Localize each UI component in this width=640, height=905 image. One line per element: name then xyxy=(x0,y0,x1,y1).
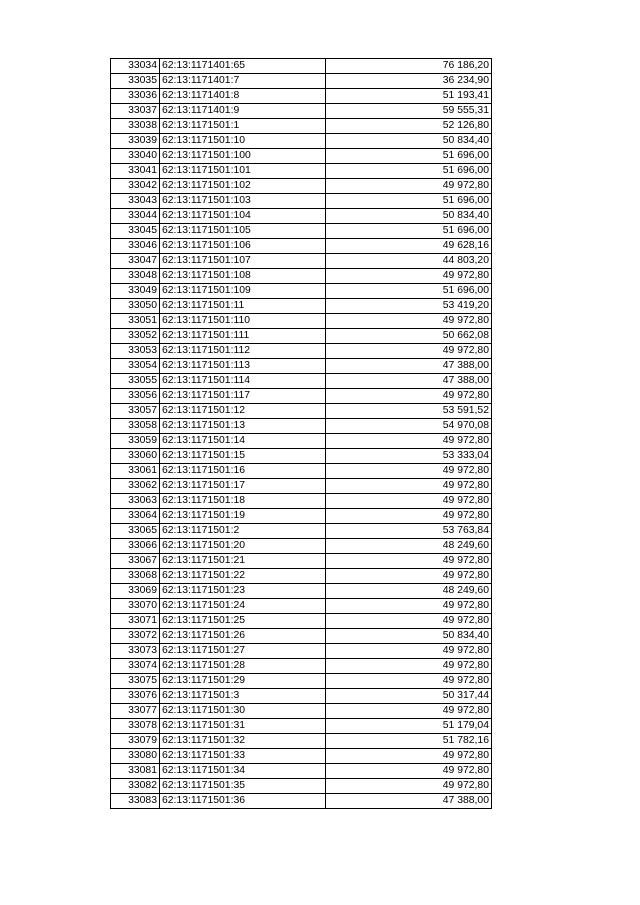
row-number-cell: 33081 xyxy=(111,764,160,779)
cadastral-number-cell: 62:13:1171501:12 xyxy=(160,404,326,419)
value-cell: 51 696,00 xyxy=(326,284,492,299)
cadastral-number-cell: 62:13:1171501:13 xyxy=(160,419,326,434)
value-cell: 50 317,44 xyxy=(326,689,492,704)
row-number-cell: 33056 xyxy=(111,389,160,404)
row-number-cell: 33078 xyxy=(111,719,160,734)
table-row xyxy=(111,434,492,449)
row-number-cell: 33057 xyxy=(111,404,160,419)
cadastral-number-cell: 62:13:1171501:102 xyxy=(160,179,326,194)
row-number-cell: 33069 xyxy=(111,584,160,599)
row-number-cell: 33070 xyxy=(111,599,160,614)
value-cell: 48 249,60 xyxy=(326,584,492,599)
row-number-cell: 33064 xyxy=(111,509,160,524)
row-number-cell: 33041 xyxy=(111,164,160,179)
cadastral-number-cell: 62:13:1171501:107 xyxy=(160,254,326,269)
table-row xyxy=(111,644,492,659)
row-number-cell: 33076 xyxy=(111,689,160,704)
cadastral-number-cell: 62:13:1171501:10 xyxy=(160,134,326,149)
cadastral-number-cell: 62:13:1171501:29 xyxy=(160,674,326,689)
value-cell: 49 972,80 xyxy=(326,179,492,194)
cadastral-number-cell: 62:13:1171501:21 xyxy=(160,554,326,569)
table-row xyxy=(111,299,492,314)
value-cell: 51 179,04 xyxy=(326,719,492,734)
cadastral-number-cell: 62:13:1171501:3 xyxy=(160,689,326,704)
row-number-cell: 33035 xyxy=(111,74,160,89)
value-cell: 47 388,00 xyxy=(326,359,492,374)
table-row xyxy=(111,329,492,344)
cadastral-number-cell: 62:13:1171501:34 xyxy=(160,764,326,779)
row-number-cell: 33075 xyxy=(111,674,160,689)
cadastral-number-cell: 62:13:1171501:26 xyxy=(160,629,326,644)
table-row xyxy=(111,419,492,434)
row-number-cell: 33044 xyxy=(111,209,160,224)
row-number-cell: 33082 xyxy=(111,779,160,794)
value-cell: 49 972,80 xyxy=(326,704,492,719)
table-body xyxy=(111,59,492,809)
row-number-cell: 33083 xyxy=(111,794,160,809)
table-row xyxy=(111,224,492,239)
table-row xyxy=(111,764,492,779)
row-number-cell: 33068 xyxy=(111,569,160,584)
row-number-cell: 33036 xyxy=(111,89,160,104)
table-row xyxy=(111,734,492,749)
cadastral-number-cell: 62:13:1171501:31 xyxy=(160,719,326,734)
row-number-cell: 33037 xyxy=(111,104,160,119)
row-number-cell: 33046 xyxy=(111,239,160,254)
cadastral-number-cell: 62:13:1171501:27 xyxy=(160,644,326,659)
table-row xyxy=(111,359,492,374)
row-number-cell: 33062 xyxy=(111,479,160,494)
value-cell: 44 803,20 xyxy=(326,254,492,269)
value-cell: 52 126,80 xyxy=(326,119,492,134)
cadastral-number-cell: 62:13:1171501:101 xyxy=(160,164,326,179)
value-cell: 50 662,08 xyxy=(326,329,492,344)
table-row xyxy=(111,269,492,284)
cadastral-number-cell: 62:13:1171501:111 xyxy=(160,329,326,344)
value-cell: 49 972,80 xyxy=(326,269,492,284)
row-number-cell: 33043 xyxy=(111,194,160,209)
cadastral-number-cell: 62:13:1171501:14 xyxy=(160,434,326,449)
row-number-cell: 33039 xyxy=(111,134,160,149)
table-row xyxy=(111,74,492,89)
value-cell: 49 972,80 xyxy=(326,314,492,329)
value-cell: 54 970,08 xyxy=(326,419,492,434)
value-cell: 49 972,80 xyxy=(326,344,492,359)
table-row xyxy=(111,509,492,524)
row-number-cell: 33045 xyxy=(111,224,160,239)
value-cell: 49 972,80 xyxy=(326,599,492,614)
table-row xyxy=(111,374,492,389)
cadastral-number-cell: 62:13:1171501:109 xyxy=(160,284,326,299)
cadastral-number-cell: 62:13:1171501:15 xyxy=(160,449,326,464)
table-row xyxy=(111,134,492,149)
row-number-cell: 33042 xyxy=(111,179,160,194)
value-cell: 49 972,80 xyxy=(326,614,492,629)
value-cell: 49 972,80 xyxy=(326,509,492,524)
cadastral-number-cell: 62:13:1171501:30 xyxy=(160,704,326,719)
value-cell: 49 972,80 xyxy=(326,554,492,569)
cadastral-number-cell: 62:13:1171501:25 xyxy=(160,614,326,629)
value-cell: 49 972,80 xyxy=(326,569,492,584)
row-number-cell: 33072 xyxy=(111,629,160,644)
table-row xyxy=(111,239,492,254)
cadastral-number-cell: 62:13:1171401:9 xyxy=(160,104,326,119)
value-cell: 76 186,20 xyxy=(326,59,492,74)
row-number-cell: 33047 xyxy=(111,254,160,269)
row-number-cell: 33066 xyxy=(111,539,160,554)
value-cell: 51 782,16 xyxy=(326,734,492,749)
value-cell: 49 972,80 xyxy=(326,434,492,449)
table-row xyxy=(111,194,492,209)
row-number-cell: 33055 xyxy=(111,374,160,389)
value-cell: 36 234,90 xyxy=(326,74,492,89)
cadastral-number-cell: 62:13:1171501:106 xyxy=(160,239,326,254)
value-cell: 47 388,00 xyxy=(326,374,492,389)
row-number-cell: 33077 xyxy=(111,704,160,719)
row-number-cell: 33034 xyxy=(111,59,160,74)
value-cell: 48 249,60 xyxy=(326,539,492,554)
table-row xyxy=(111,479,492,494)
cadastral-number-cell: 62:13:1171401:7 xyxy=(160,74,326,89)
row-number-cell: 33065 xyxy=(111,524,160,539)
value-cell: 51 696,00 xyxy=(326,194,492,209)
row-number-cell: 33050 xyxy=(111,299,160,314)
value-cell: 51 696,00 xyxy=(326,224,492,239)
cadastral-number-cell: 62:13:1171501:35 xyxy=(160,779,326,794)
table-row xyxy=(111,569,492,584)
cadastral-number-cell: 62:13:1171501:18 xyxy=(160,494,326,509)
cadastral-number-cell: 62:13:1171501:23 xyxy=(160,584,326,599)
table-row xyxy=(111,719,492,734)
value-cell: 49 972,80 xyxy=(326,659,492,674)
table-row xyxy=(111,89,492,104)
value-cell: 51 193,41 xyxy=(326,89,492,104)
cadastral-number-cell: 62:13:1171501:19 xyxy=(160,509,326,524)
value-cell: 51 696,00 xyxy=(326,164,492,179)
table-row xyxy=(111,524,492,539)
table-row xyxy=(111,389,492,404)
table-row xyxy=(111,629,492,644)
cadastral-number-cell: 62:13:1171501:2 xyxy=(160,524,326,539)
value-cell: 49 972,80 xyxy=(326,764,492,779)
value-cell: 59 555,31 xyxy=(326,104,492,119)
table-row xyxy=(111,314,492,329)
table-row xyxy=(111,344,492,359)
row-number-cell: 33054 xyxy=(111,359,160,374)
value-cell: 53 333,04 xyxy=(326,449,492,464)
table-row xyxy=(111,149,492,164)
table-row xyxy=(111,104,492,119)
row-number-cell: 33067 xyxy=(111,554,160,569)
cadastral-number-cell: 62:13:1171501:105 xyxy=(160,224,326,239)
value-cell: 49 972,80 xyxy=(326,389,492,404)
table-row xyxy=(111,179,492,194)
table-row xyxy=(111,689,492,704)
row-number-cell: 33071 xyxy=(111,614,160,629)
cadastral-number-cell: 62:13:1171501:20 xyxy=(160,539,326,554)
table-row xyxy=(111,254,492,269)
value-cell: 49 972,80 xyxy=(326,494,492,509)
cadastral-value-table xyxy=(110,58,492,809)
value-cell: 49 972,80 xyxy=(326,779,492,794)
table-row xyxy=(111,779,492,794)
cadastral-number-cell: 62:13:1171501:100 xyxy=(160,149,326,164)
value-cell: 50 834,40 xyxy=(326,134,492,149)
table-row xyxy=(111,584,492,599)
value-cell: 53 419,20 xyxy=(326,299,492,314)
row-number-cell: 33048 xyxy=(111,269,160,284)
row-number-cell: 33058 xyxy=(111,419,160,434)
value-cell: 50 834,40 xyxy=(326,209,492,224)
cadastral-number-cell: 62:13:1171501:104 xyxy=(160,209,326,224)
value-cell: 49 972,80 xyxy=(326,749,492,764)
cadastral-number-cell: 62:13:1171501:32 xyxy=(160,734,326,749)
table-row xyxy=(111,119,492,134)
value-cell: 51 696,00 xyxy=(326,149,492,164)
row-number-cell: 33073 xyxy=(111,644,160,659)
cadastral-number-cell: 62:13:1171501:103 xyxy=(160,194,326,209)
cadastral-number-cell: 62:13:1171501:22 xyxy=(160,569,326,584)
row-number-cell: 33074 xyxy=(111,659,160,674)
cadastral-number-cell: 62:13:1171501:117 xyxy=(160,389,326,404)
table-row xyxy=(111,209,492,224)
value-cell: 50 834,40 xyxy=(326,629,492,644)
table-row xyxy=(111,464,492,479)
cadastral-number-cell: 62:13:1171501:11 xyxy=(160,299,326,314)
cadastral-number-cell: 62:13:1171501:24 xyxy=(160,599,326,614)
table-row xyxy=(111,554,492,569)
table-row xyxy=(111,404,492,419)
value-cell: 53 591,52 xyxy=(326,404,492,419)
row-number-cell: 33038 xyxy=(111,119,160,134)
row-number-cell: 33079 xyxy=(111,734,160,749)
cadastral-number-cell: 62:13:1171501:36 xyxy=(160,794,326,809)
value-cell: 49 972,80 xyxy=(326,644,492,659)
row-number-cell: 33059 xyxy=(111,434,160,449)
cadastral-number-cell: 62:13:1171501:113 xyxy=(160,359,326,374)
value-cell: 49 972,80 xyxy=(326,464,492,479)
value-cell: 49 972,80 xyxy=(326,479,492,494)
row-number-cell: 33052 xyxy=(111,329,160,344)
table-row xyxy=(111,494,492,509)
value-cell: 47 388,00 xyxy=(326,794,492,809)
row-number-cell: 33053 xyxy=(111,344,160,359)
cadastral-number-cell: 62:13:1171401:65 xyxy=(160,59,326,74)
cadastral-number-cell: 62:13:1171501:28 xyxy=(160,659,326,674)
value-cell: 49 972,80 xyxy=(326,674,492,689)
table-row xyxy=(111,599,492,614)
cadastral-number-cell: 62:13:1171501:114 xyxy=(160,374,326,389)
table-row xyxy=(111,614,492,629)
value-cell: 53 763,84 xyxy=(326,524,492,539)
cadastral-number-cell: 62:13:1171501:110 xyxy=(160,314,326,329)
row-number-cell: 33049 xyxy=(111,284,160,299)
document-page xyxy=(110,58,491,809)
table-row xyxy=(111,59,492,74)
cadastral-number-cell: 62:13:1171501:1 xyxy=(160,119,326,134)
table-row xyxy=(111,704,492,719)
cadastral-number-cell: 62:13:1171501:33 xyxy=(160,749,326,764)
table-row xyxy=(111,539,492,554)
row-number-cell: 33051 xyxy=(111,314,160,329)
cadastral-number-cell: 62:13:1171501:17 xyxy=(160,479,326,494)
cadastral-number-cell: 62:13:1171501:112 xyxy=(160,344,326,359)
row-number-cell: 33080 xyxy=(111,749,160,764)
table-row xyxy=(111,794,492,809)
cadastral-number-cell: 62:13:1171501:16 xyxy=(160,464,326,479)
row-number-cell: 33060 xyxy=(111,449,160,464)
table-row xyxy=(111,164,492,179)
table-row xyxy=(111,674,492,689)
table-row xyxy=(111,659,492,674)
table-row xyxy=(111,749,492,764)
cadastral-number-cell: 62:13:1171401:8 xyxy=(160,89,326,104)
table-row xyxy=(111,449,492,464)
row-number-cell: 33040 xyxy=(111,149,160,164)
value-cell: 49 628,16 xyxy=(326,239,492,254)
row-number-cell: 33063 xyxy=(111,494,160,509)
table-row xyxy=(111,284,492,299)
row-number-cell: 33061 xyxy=(111,464,160,479)
cadastral-number-cell: 62:13:1171501:108 xyxy=(160,269,326,284)
